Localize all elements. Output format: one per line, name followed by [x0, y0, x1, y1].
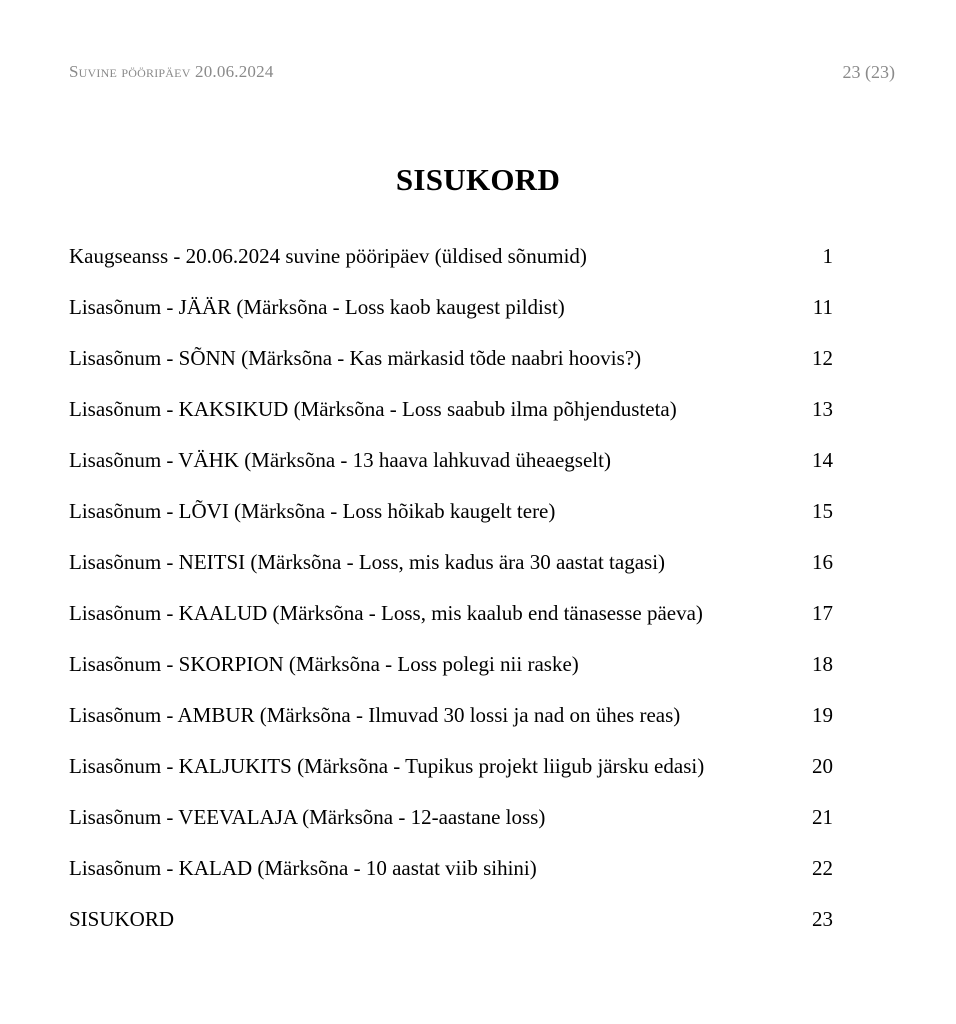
toc-entry-page: 17 — [812, 601, 833, 625]
toc-entry-label: Lisasõnum - AMBUR (Märksõna - Ilmuvad 30 lossi ja nad on ühes reas) — [69, 703, 681, 727]
toc-entry-label: Lisasõnum - JÄÄR (Märksõna - Loss kaob kaugest pildist) — [69, 295, 565, 319]
toc-heading: SISUKORD — [395, 162, 561, 197]
toc-entry[interactable] — [69, 597, 833, 648]
toc-entry-label: Kaugseanss - 20.06.2024 suvine pööripäev (üldised sõnumid) — [69, 244, 587, 268]
toc-entry[interactable] — [69, 495, 833, 546]
toc-entry[interactable] — [69, 444, 833, 495]
toc-entry[interactable] — [69, 342, 833, 393]
toc-entry-page: 1 — [822, 244, 833, 268]
page-number: 23 (23) — [842, 62, 895, 82]
toc-entry[interactable] — [69, 750, 833, 801]
toc-entry[interactable] — [69, 852, 833, 903]
toc-entry-label: Lisasõnum - NEITSI (Märksõna - Loss, mis kadus ära 30 aastat tagasi) — [69, 550, 666, 574]
toc-entry-label: Lisasõnum - KALAD (Märksõna - 10 aastat viib sihini) — [69, 856, 537, 880]
page-header-title: Suvine pööripäev 20.06.2024 — [69, 62, 274, 81]
toc-entry[interactable] — [69, 393, 833, 444]
toc-entry[interactable] — [69, 699, 833, 750]
toc-entry-label: Lisasõnum - KALJUKITS (Märksõna - Tupikus projekt liigub järsku edasi) — [69, 754, 705, 778]
toc-entry-label: Lisasõnum - KAALUD (Märksõna - Loss, mis kaalub end tänasesse päeva) — [69, 601, 703, 625]
toc-entry[interactable] — [69, 648, 833, 699]
toc-entry-page: 12 — [812, 346, 833, 370]
toc-entry-label: Lisasõnum - SKORPION (Märksõna - Loss polegi nii raske) — [69, 652, 579, 676]
toc-entry-label: SISUKORD — [69, 907, 175, 931]
toc-entry-page: 15 — [812, 499, 833, 523]
toc-entry[interactable] — [69, 240, 833, 291]
toc-entry-page: 13 — [812, 397, 833, 421]
toc-entry-label: Lisasõnum - VÄHK (Märksõna - 13 haava lahkuvad üheaegselt) — [69, 448, 611, 472]
toc-entry-page: 16 — [812, 550, 833, 574]
toc-entry[interactable] — [69, 291, 833, 342]
toc-entry-page: 19 — [812, 703, 833, 727]
toc-entry-label: Lisasõnum - KAKSIKUD (Märksõna - Loss saabub ilma põhjendusteta) — [69, 397, 677, 421]
toc-entry-page: 18 — [812, 652, 833, 676]
toc-entry[interactable] — [69, 903, 833, 954]
toc-entry-label: Lisasõnum - LÕVI (Märksõna - Loss hõikab kaugelt tere) — [69, 499, 556, 523]
toc-entry[interactable] — [69, 546, 833, 597]
table-of-contents — [69, 240, 833, 954]
toc-entry-page: 20 — [812, 754, 833, 778]
toc-entry-page: 14 — [812, 448, 833, 472]
toc-entry[interactable] — [69, 801, 833, 852]
toc-entry-page: 23 — [812, 907, 833, 931]
toc-entry-page: 22 — [812, 856, 833, 880]
toc-entry-label: Lisasõnum - VEEVALAJA (Märksõna - 12-aastane loss) — [69, 805, 546, 829]
toc-entry-page: 11 — [812, 295, 833, 319]
toc-entry-label: Lisasõnum - SÕNN (Märksõna - Kas märkasid tõde naabri hoovis?) — [69, 346, 642, 370]
toc-entry-page: 21 — [812, 805, 833, 829]
